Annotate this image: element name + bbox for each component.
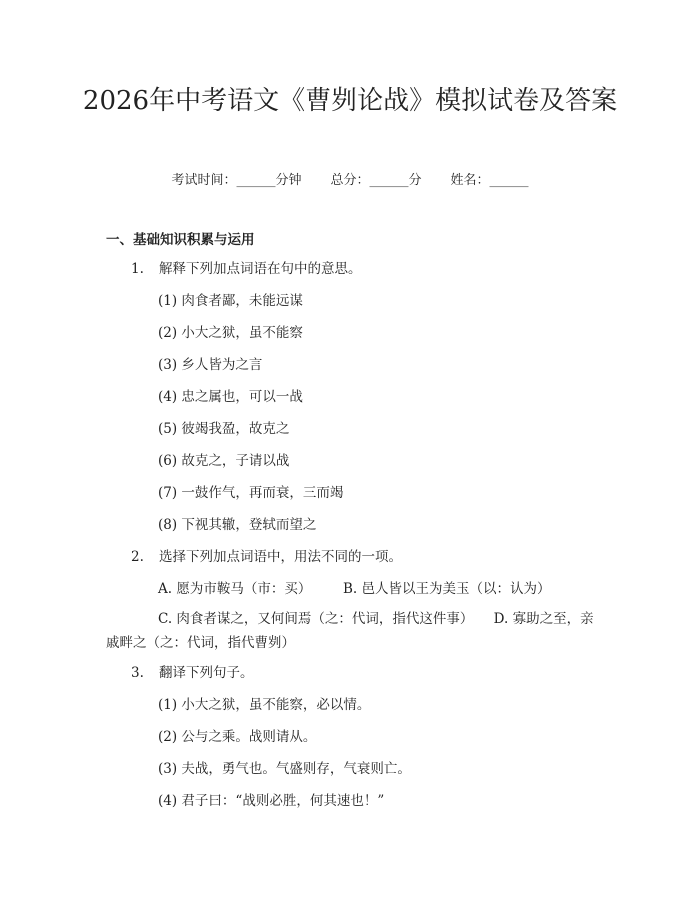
- q1-item: (2) 小大之狱，虽不能察: [158, 325, 303, 341]
- question-1: [131, 259, 362, 279]
- q1-item: (8) 下视其辙，登轼而望之: [158, 517, 317, 533]
- question-3: [131, 663, 254, 683]
- options-c-d: C. 肉食者谋之，又何间焉（之：代词，指代这件事） D. 寡助之至，亲戚畔之（之：代词，指代曹刿）: [106, 611, 594, 651]
- student-name: 姓名：______: [450, 173, 529, 188]
- q3-item: (2) 公与之乘。战则请从。: [158, 729, 317, 745]
- q3-item: (1) 小大之狱，虽不能察，必以情。: [158, 697, 371, 713]
- question-number: 2.: [131, 549, 144, 565]
- question-text: 选择下列加点词语中，用法不同的一项。: [159, 549, 402, 565]
- q1-item: (1) 肉食者鄙，未能远谋: [158, 293, 303, 309]
- question-number: 1.: [131, 261, 144, 277]
- question-2: [131, 547, 402, 567]
- q3-item: (4) 君子曰：“战则必胜，何其速也！”: [158, 793, 385, 809]
- q1-item: (7) 一鼓作气，再而衰，三而竭: [158, 485, 344, 501]
- exam-info: [0, 169, 700, 188]
- q3-item: (3) 夫战，勇气也。气盛则存，气衰则亡。: [158, 761, 411, 777]
- q1-item: (6) 故克之，子请以战: [158, 453, 290, 469]
- q1-item: (3) 乡人皆为之言: [158, 357, 263, 373]
- question-text: 翻译下列句子。: [159, 665, 254, 681]
- exam-time: 考试时间：______分钟: [171, 173, 302, 188]
- q1-item: (4) 忠之属也，可以一战: [158, 389, 303, 405]
- option-a: A. 愿为市鞍马（市：买）: [158, 581, 312, 597]
- option-b: B. 邑人皆以王为美玉（以：认为）: [343, 581, 551, 597]
- page-title: 2026年中考语文《曹刿论战》模拟试卷及答案: [82, 86, 618, 116]
- question-text: 解释下列加点词语在句中的意思。: [159, 261, 362, 277]
- exam-total-score: 总分：______分: [330, 173, 422, 188]
- question-number: 3.: [131, 665, 144, 681]
- section-heading: 一、基础知识积累与运用: [106, 232, 255, 248]
- q1-item: (5) 彼竭我盈，故克之: [158, 421, 290, 437]
